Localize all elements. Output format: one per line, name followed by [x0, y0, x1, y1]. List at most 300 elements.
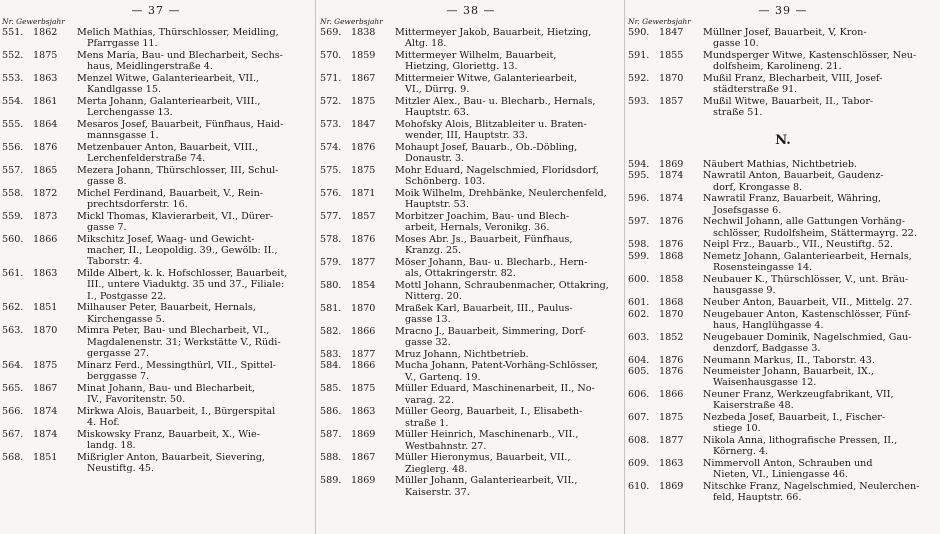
- entry-number: 607.: [628, 412, 650, 424]
- entry-text: Hietzing, Gloriettg. 13.: [405, 61, 518, 73]
- entry-text: Magdalenenstr. 31; Werkstätte V., Rüdi-: [87, 336, 281, 348]
- directory-entry: [318, 349, 624, 360]
- directory-entry: [626, 274, 940, 297]
- entry-text: Josefsgasse 6.: [713, 204, 782, 216]
- entry-number: 555.: [2, 118, 24, 130]
- entry-year: 1857: [351, 210, 376, 222]
- entry-year: 1864: [33, 118, 58, 130]
- entry-text: macher, II., Leopoldig. 39., Gewölb: II.,: [87, 245, 278, 257]
- entry-text: Taborstr. 4.: [87, 256, 143, 268]
- entry-number: 565.: [2, 382, 24, 394]
- entry-number: 558.: [2, 187, 24, 199]
- entry-year: 1875: [351, 164, 376, 176]
- entry-text: Kaiserstraße 48.: [713, 400, 794, 412]
- entry-year: 1869: [659, 158, 684, 170]
- entry-text: Mimra Peter, Bau- und Blecharbeit, VI.,: [77, 325, 270, 337]
- directory-entry: [318, 406, 624, 429]
- entry-number: 582.: [320, 325, 342, 337]
- entry-year: 1876: [659, 239, 684, 251]
- directory-entry: [626, 50, 940, 73]
- entry-number: 601.: [628, 296, 650, 308]
- entry-text: Lerchenfelderstraße 74.: [87, 153, 206, 165]
- entry-text: berggasse 7.: [87, 370, 150, 382]
- entry-text: wender, III, Hauptstr. 33.: [405, 130, 528, 142]
- entry-number: 581.: [320, 302, 342, 314]
- entry-number: 560.: [2, 233, 24, 245]
- directory-entry: [318, 188, 624, 211]
- entry-text: VI., Dürrg. 9.: [405, 84, 470, 96]
- entry-number: 604.: [628, 354, 650, 366]
- entry-number: 559.: [2, 210, 24, 222]
- entry-text: Hauptstr. 53.: [405, 199, 469, 211]
- entry-text: gasse 7.: [87, 222, 127, 234]
- directory-entry: [626, 159, 940, 170]
- entry-text: Mitzler Alex., Bau- u. Blecharb., Hernals,: [395, 95, 596, 107]
- directory-entry: [0, 268, 312, 302]
- entry-year: 1876: [659, 366, 684, 378]
- entry-number: 563.: [2, 325, 24, 337]
- entry-text: Mußil Franz, Blecharbeit, VIII, Josef-: [703, 72, 883, 84]
- entry-number: 585.: [320, 383, 342, 395]
- entry-year: 1838: [351, 27, 376, 38]
- entry-text: Kirchengasse 5.: [87, 313, 165, 325]
- entry-number: 579.: [320, 256, 342, 268]
- entry-year: 1852: [659, 331, 684, 343]
- page-number: — 37 —: [131, 4, 181, 17]
- entry-text: 4. Hof.: [87, 416, 120, 428]
- entry-text: I., Postgasse 22.: [87, 290, 167, 302]
- entry-text: Waisenhausgasse 12.: [713, 377, 817, 389]
- entry-number: 573.: [320, 118, 342, 130]
- directory-entry: [318, 142, 624, 165]
- entry-text: Hauptstr. 63.: [405, 107, 469, 119]
- directory-entry: [626, 355, 940, 366]
- entry-text: dorf, Krongasse 8.: [713, 181, 803, 193]
- entry-year: 1875: [351, 95, 376, 107]
- entry-text: Altg. 18.: [405, 38, 447, 50]
- entry-text: Westbahnstr. 27.: [405, 440, 487, 452]
- entry-text: Kaiserstr. 37.: [405, 486, 470, 498]
- page-divider-left: [315, 0, 316, 534]
- directory-entry: [318, 429, 624, 452]
- entry-year: 1861: [33, 95, 58, 107]
- entry-year: 1869: [351, 429, 376, 441]
- entry-text: stiege 10.: [713, 423, 761, 435]
- directory-entry: [626, 216, 940, 239]
- entry-year: 1867: [33, 382, 58, 394]
- entry-text: Donaustr. 3.: [405, 153, 465, 165]
- entry-text: Mußil Witwe, Bauarbeit, II., Tabor-: [703, 95, 874, 107]
- directory-entry: [318, 27, 624, 50]
- directory-entry: [318, 360, 624, 383]
- directory-entry: [626, 458, 940, 481]
- entry-text: prechtsdorferstr. 16.: [87, 199, 188, 211]
- entry-text: Menzel Witwe, Galanteriearbeit, VII.,: [77, 72, 260, 84]
- entry-year: 1863: [659, 458, 684, 470]
- entry-year: 1866: [659, 389, 684, 401]
- entry-year: 1869: [659, 481, 684, 493]
- directory-entry: [318, 475, 624, 498]
- entry-text: Mirkwa Alois, Bauarbeit, I., Bürgerspital: [77, 405, 276, 417]
- directory-entry: [0, 119, 312, 142]
- entry-text: Mruz Johann, Nichtbetrieb.: [395, 348, 529, 360]
- directory-entry: [0, 429, 312, 452]
- entry-text: denzdorf, Badgasse 3.: [713, 342, 821, 354]
- entry-number: 571.: [320, 72, 342, 84]
- entry-text: schlösser, Rudolfsheim, Stättermayrg. 22.: [713, 227, 917, 239]
- directory-entry: [318, 280, 624, 303]
- entry-text: straße 51.: [713, 107, 763, 119]
- entry-text: Neubauer K., Thürschlösser, V., unt. Bräu-: [703, 273, 909, 285]
- directory-entry: [318, 326, 624, 349]
- entry-text: Kranzg. 25.: [405, 245, 462, 257]
- entry-text: straße 1.: [405, 417, 449, 429]
- entry-year: 1873: [33, 210, 58, 222]
- entry-year: 1874: [33, 428, 58, 440]
- directory-entry: [626, 309, 940, 332]
- entry-text: Nezbeda Josef, Bauarbeit, I., Fischer-: [703, 412, 886, 424]
- directory-entry: [626, 412, 940, 435]
- directory-entry: [318, 452, 624, 475]
- entry-text: Morbitzer Joachim, Bau- und Blech-: [395, 210, 570, 222]
- entry-text: III., untere Viaduktg. 35 und 37., Filiale:: [87, 279, 285, 291]
- entry-year: 1875: [33, 359, 58, 371]
- directory-entry: [0, 302, 312, 325]
- entry-year: 1872: [33, 187, 58, 199]
- entry-year: 1854: [351, 279, 376, 291]
- entry-text: Melich Mathias, Thürschlosser, Meidling,: [77, 27, 279, 38]
- entry-text: landg. 18.: [87, 439, 136, 451]
- entry-number: 596.: [628, 193, 650, 205]
- entry-year: 1868: [659, 296, 684, 308]
- page-37: [0, 0, 312, 534]
- entry-text: Michel Ferdinand, Bauarbeit, V., Rein-: [77, 187, 264, 199]
- entry-year: 1876: [659, 354, 684, 366]
- entry-number: 561.: [2, 268, 24, 280]
- entry-text: gergasse 27.: [87, 348, 150, 359]
- directory-entry: [0, 325, 312, 359]
- entry-text: hausgasse 9.: [713, 285, 776, 297]
- entry-year: 1876: [33, 141, 58, 153]
- entry-number: 603.: [628, 331, 650, 343]
- entry-year: 1867: [351, 72, 376, 84]
- entry-year: 1874: [33, 405, 58, 417]
- entry-number: 567.: [2, 428, 24, 440]
- section-heading: N.: [775, 132, 791, 148]
- entry-text: Mottl Johann, Schraubenmacher, Ottakring,: [395, 279, 609, 291]
- entry-number: 589.: [320, 475, 342, 487]
- entry-year: 1847: [351, 118, 376, 130]
- entry-text: Minarz Ferd., Messingthürl, VII., Spittel-: [77, 359, 277, 371]
- entry-text: Merta Johann, Galanteriearbeit, VIII.,: [77, 95, 261, 107]
- entry-text: arbeit, Hernals, Veronikg. 36.: [405, 222, 550, 234]
- directory-entry: [318, 234, 624, 257]
- entry-number: 602.: [628, 308, 650, 320]
- entry-year: 1874: [659, 170, 684, 182]
- page-divider-right: [624, 0, 625, 534]
- directory-entry: [0, 406, 312, 429]
- page-number: — 39 —: [758, 4, 808, 17]
- entry-text: Möser Johann, Bau- u. Blecharb., Hern-: [395, 256, 588, 268]
- entry-number: 591.: [628, 49, 650, 61]
- entry-text: Mittermeyer Wilhelm, Bauarbeit,: [395, 49, 557, 61]
- entry-text: Lerchengasse 13.: [87, 107, 173, 119]
- entry-number: 554.: [2, 95, 24, 107]
- directory-entry: [318, 383, 624, 406]
- entry-year: 1870: [659, 308, 684, 320]
- entry-text: Mundsperger Witwe, Kastenschlösser, Neu-: [703, 49, 917, 61]
- entry-year: 1870: [33, 325, 58, 337]
- entry-text: Mesaros Josef, Bauarbeit, Fünfhaus, Haid-: [77, 118, 284, 130]
- entry-year: 1875: [659, 412, 684, 424]
- directory-entry: [0, 234, 312, 268]
- directory-entry: [0, 96, 312, 119]
- entry-text: Neugebauer Anton, Kastenschlösser, Fünf-: [703, 308, 911, 320]
- directory-entry: [318, 50, 624, 73]
- directory-entry: [626, 435, 940, 458]
- entry-year: 1875: [351, 383, 376, 395]
- entry-text: Müller Johann, Galanteriearbeit, VII.,: [395, 475, 578, 487]
- entry-number: 588.: [320, 452, 342, 464]
- entry-text: gasse 10.: [713, 38, 759, 50]
- entry-number: 608.: [628, 435, 650, 447]
- entry-text: Neumann Markus, II., Taborstr. 43.: [703, 354, 875, 366]
- column-header: Nr. Gewerbsjahr: [2, 17, 65, 26]
- entry-number: 562.: [2, 302, 24, 314]
- entry-text: Mikschitz Josef, Waag- und Gewicht-: [77, 233, 255, 245]
- entry-text: Nikola Anna, lithografische Pressen, II.,: [703, 435, 898, 447]
- entry-year: 1874: [659, 193, 684, 205]
- entry-text: Moik Wilhelm, Drehbänke, Neulerchenfeld,: [395, 187, 607, 199]
- entry-list: [626, 27, 940, 119]
- entry-text: Müller Hieronymus, Bauarbeit, VII.,: [395, 452, 571, 464]
- entry-number: 556.: [2, 141, 24, 153]
- directory-entry: [626, 73, 940, 96]
- entry-number: 590.: [628, 27, 650, 38]
- entry-text: Nieten, VI., Liniengasse 46.: [713, 469, 849, 481]
- entry-text: Minat Johann, Bau- und Blecharbeit,: [77, 382, 255, 394]
- directory-entry: [318, 303, 624, 326]
- entry-text: Nawratil Anton, Bauarbeit, Gaudenz-: [703, 170, 884, 182]
- entry-text: Mracno J., Bauarbeit, Simmering, Dorf-: [395, 325, 586, 337]
- entry-number: 575.: [320, 164, 342, 176]
- entry-number: 569.: [320, 27, 342, 38]
- directory-entry: [626, 297, 940, 308]
- entry-year: 1876: [351, 141, 376, 153]
- directory-entry: [0, 211, 312, 234]
- entry-text: Mohaupt Josef, Bauarb., Ob.-Döbling,: [395, 141, 578, 153]
- entry-text: Neugebauer Dominik, Nagelschmied, Gau-: [703, 331, 912, 343]
- entry-number: 600.: [628, 273, 650, 285]
- entry-text: Mittermeyer Jakob, Bauarbeit, Hietzing,: [395, 27, 592, 38]
- directory-entry: [626, 251, 940, 274]
- entry-text: Neuber Anton, Bauarbeit, VII., Mittelg. 27.: [703, 296, 913, 308]
- directory-entry: [626, 366, 940, 389]
- entry-year: 1857: [659, 95, 684, 107]
- entry-number: 598.: [628, 239, 650, 251]
- entry-text: mannsgasse 1.: [87, 130, 159, 142]
- entry-text: Neustiftg. 45.: [87, 462, 155, 474]
- directory-entry: [626, 170, 940, 193]
- directory-entry: [0, 452, 312, 475]
- entry-text: Milhauser Peter, Bauarbeit, Hernals,: [77, 302, 256, 314]
- entry-year: 1851: [33, 451, 58, 463]
- entry-number: 553.: [2, 72, 24, 84]
- directory-entry: [0, 360, 312, 383]
- directory-entry: [0, 142, 312, 165]
- entry-year: 1877: [351, 348, 376, 360]
- directory-entry: [318, 211, 624, 234]
- directory-entry: [626, 96, 940, 119]
- entry-list: [318, 27, 624, 498]
- directory-entry: [626, 193, 940, 216]
- entry-text: Mohr Eduard, Nagelschmied, Floridsdorf,: [395, 164, 599, 176]
- entry-number: 578.: [320, 233, 342, 245]
- entry-number: 587.: [320, 429, 342, 441]
- entry-number: 577.: [320, 210, 342, 222]
- entry-text: Milde Albert, k. k. Hofschlosser, Bauarbeit,: [77, 268, 288, 280]
- entry-list: [626, 159, 940, 504]
- entry-year: 1858: [659, 273, 684, 285]
- directory-entry: [626, 27, 940, 50]
- entry-list: [0, 27, 312, 474]
- entry-text: Metzenbauer Anton, Bauarbeit, VIII.,: [77, 141, 259, 153]
- entry-text: als, Ottakringerstr. 82.: [405, 268, 516, 280]
- directory-entry: [0, 188, 312, 211]
- directory-entry: [0, 50, 312, 73]
- entry-text: Nawratil Franz, Bauarbeit, Währing,: [703, 193, 882, 205]
- page-39: [626, 0, 940, 534]
- entry-text: Neuner Franz, Werkzeugfabrikant, VII,: [703, 389, 894, 401]
- entry-text: IV., Favoritenstr. 50.: [87, 393, 186, 405]
- entry-year: 1862: [33, 27, 58, 38]
- entry-text: Näubert Mathias, Nichtbetrieb.: [703, 158, 858, 170]
- entry-text: dolfsheim, Karolineng. 21.: [713, 61, 842, 73]
- entry-text: V., Gartenq. 19.: [405, 371, 481, 383]
- entry-text: Rosensteingasse 14.: [713, 262, 813, 274]
- entry-text: Nemetz Johann, Galanteriearbeit, Hernals,: [703, 250, 912, 262]
- entry-year: 1868: [659, 250, 684, 262]
- entry-text: Müller Georg, Bauarbeit, I., Elisabeth-: [395, 406, 583, 418]
- entry-year: 1866: [351, 360, 376, 372]
- directory-entry: [626, 389, 940, 412]
- entry-text: Mraßek Karl, Bauarbeit, III., Paulus-: [395, 302, 573, 314]
- entry-text: Mißrigler Anton, Bauarbeit, Sievering,: [77, 451, 266, 463]
- entry-text: haus, Meidlingerstraße 4.: [87, 61, 213, 73]
- entry-year: 1866: [33, 233, 58, 245]
- entry-text: Neipl Frz., Bauarb., VII., Neustiftg. 52.: [703, 239, 894, 251]
- entry-number: 606.: [628, 389, 650, 401]
- entry-year: 1871: [351, 187, 376, 199]
- directory-entry: [318, 119, 624, 142]
- entry-text: Neumeister Johann, Bauarbeit, IX.,: [703, 366, 874, 378]
- entry-number: 564.: [2, 359, 24, 371]
- entry-year: 1875: [33, 49, 58, 61]
- entry-number: 552.: [2, 49, 24, 61]
- entry-text: haus, Hanglühgasse 4.: [713, 319, 824, 331]
- entry-number: 586.: [320, 406, 342, 418]
- entry-year: 1867: [351, 452, 376, 464]
- entry-year: 1870: [351, 302, 376, 314]
- entry-year: 1855: [659, 49, 684, 61]
- page-38: [318, 0, 624, 534]
- entry-text: Schönberg. 103.: [405, 176, 486, 188]
- directory-entry: [318, 73, 624, 96]
- directory-entry: [626, 481, 940, 504]
- entry-number: 576.: [320, 187, 342, 199]
- entry-year: 1866: [351, 325, 376, 337]
- entry-text: Zieglerg. 48.: [405, 463, 468, 475]
- entry-text: feld, Hauptstr. 66.: [713, 492, 802, 504]
- directory-entry: [0, 27, 312, 50]
- entry-text: Moses Abr. Js., Bauarbeit, Fünfhaus,: [395, 233, 573, 245]
- entry-text: Mohofsky Alois, Blitzableiter u. Braten-: [395, 118, 587, 130]
- entry-number: 580.: [320, 279, 342, 291]
- entry-number: 609.: [628, 458, 650, 470]
- entry-text: Mezera Johann, Thürschlosser, III, Schul-: [77, 164, 279, 176]
- entry-number: 551.: [2, 27, 24, 38]
- entry-number: 605.: [628, 366, 650, 378]
- column-header: Nr. Gewerbsjahr: [320, 17, 383, 26]
- column-header: Nr. Gewerbsjahr: [628, 17, 691, 26]
- entry-number: 584.: [320, 360, 342, 372]
- entry-number: 597.: [628, 216, 650, 228]
- entry-number: 593.: [628, 95, 650, 107]
- entry-text: Nitterg. 20.: [405, 291, 462, 303]
- entry-number: 595.: [628, 170, 650, 182]
- entry-number: 572.: [320, 95, 342, 107]
- entry-text: Müller Eduard, Maschinenarbeit, II., No-: [395, 383, 595, 395]
- entry-year: 1877: [351, 256, 376, 268]
- entry-text: Mucha Johann, Patent-Vorhäng-Schlösser,: [395, 360, 599, 372]
- directory-entry: [0, 383, 312, 406]
- entry-text: Nimmervoll Anton, Schrauben und: [703, 458, 873, 470]
- entry-year: 1870: [659, 72, 684, 84]
- entry-year: 1877: [659, 435, 684, 447]
- entry-year: 1869: [351, 475, 376, 487]
- entry-number: 583.: [320, 348, 342, 360]
- entry-number: 594.: [628, 158, 650, 170]
- entry-year: 1863: [351, 406, 376, 418]
- entry-text: Körnerg. 4.: [713, 446, 769, 458]
- entry-year: 1859: [351, 49, 376, 61]
- entry-number: 610.: [628, 481, 650, 493]
- entry-text: Pfarrgasse 11.: [87, 38, 158, 50]
- entry-year: 1863: [33, 72, 58, 84]
- entry-year: 1876: [351, 233, 376, 245]
- page-number: — 38 —: [446, 4, 496, 17]
- entry-text: Kandlgasse 15.: [87, 84, 161, 96]
- directory-entry: [626, 332, 940, 355]
- directory-entry: [318, 165, 624, 188]
- directory-entry: [0, 73, 312, 96]
- directory-entry: [0, 165, 312, 188]
- entry-text: Mittermeier Witwe, Galanteriearbeit,: [395, 72, 577, 84]
- entry-year: 1863: [33, 268, 58, 280]
- entry-text: varag. 22.: [405, 394, 454, 406]
- entry-year: 1865: [33, 164, 58, 176]
- entry-number: 557.: [2, 164, 24, 176]
- entry-text: gasse 32.: [405, 337, 451, 349]
- entry-number: 566.: [2, 405, 24, 417]
- entry-text: gasse 13.: [405, 314, 451, 326]
- directory-entry: [626, 239, 940, 250]
- entry-number: 570.: [320, 49, 342, 61]
- entry-text: städterstraße 91.: [713, 84, 798, 96]
- entry-year: 1847: [659, 27, 684, 38]
- entry-text: Mens Maria, Bau- und Blecharbeit, Sechs-: [77, 49, 283, 61]
- entry-number: 568.: [2, 451, 24, 463]
